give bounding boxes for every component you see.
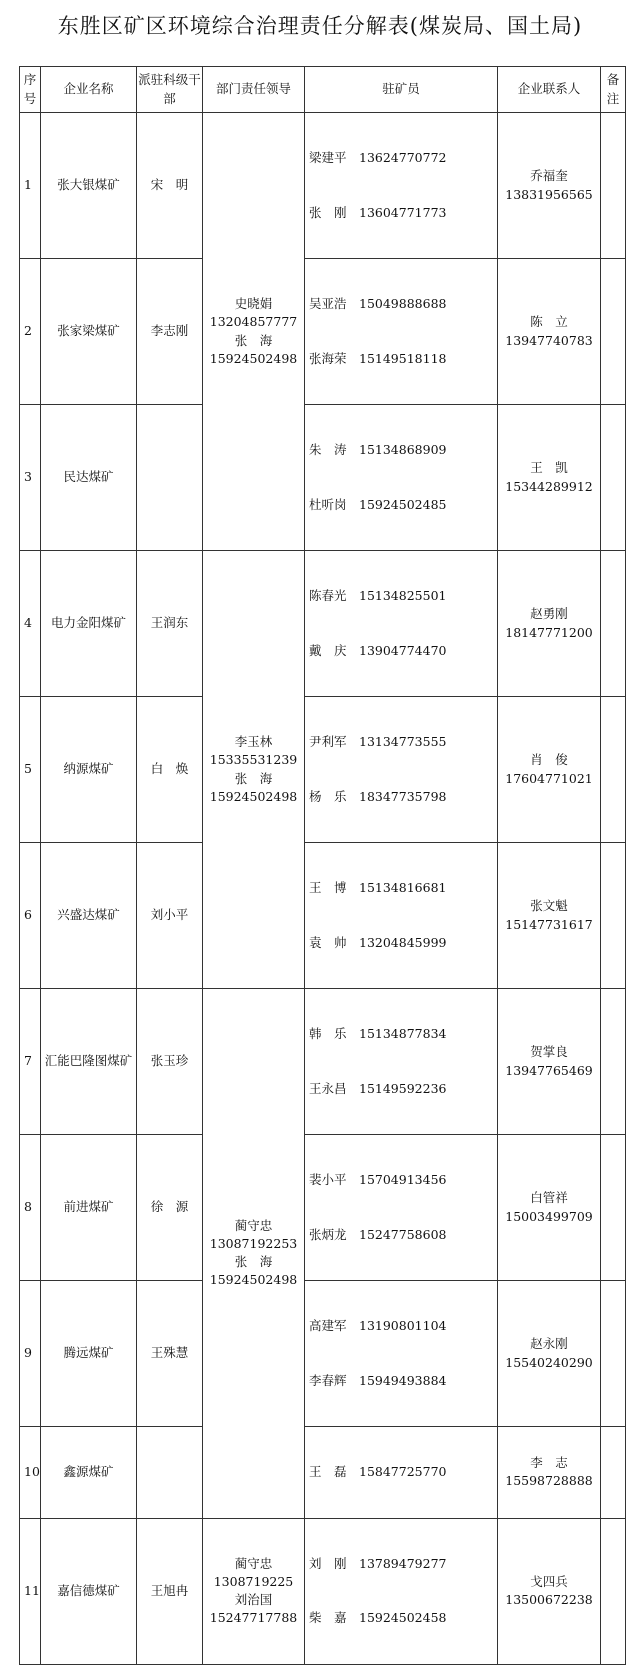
- table-row: [20, 989, 626, 1135]
- contact-name: 李 志: [530, 1455, 568, 1471]
- leader-line: 李玉林: [234, 734, 273, 750]
- contact-name: 陈 立: [530, 314, 568, 330]
- seq-cell: 8: [20, 1135, 41, 1281]
- seq-cell: 1: [20, 113, 41, 259]
- resident-line: 张海荣 15149518118: [309, 350, 447, 366]
- company-cell: 汇能巴隆图煤矿: [41, 989, 137, 1135]
- resident-line: 杜听岗 15924502485: [309, 496, 447, 512]
- table-row: [20, 1281, 626, 1427]
- company-cell: 前进煤矿: [41, 1135, 137, 1281]
- resident-cell: [305, 1135, 498, 1281]
- leader-line: 13204857777: [209, 314, 298, 330]
- resident-line: 李春辉 15949493884: [309, 1372, 447, 1388]
- note-cell: [601, 1427, 626, 1519]
- contact-phone: 15598728888: [505, 1473, 593, 1489]
- resident-cell: [305, 1427, 498, 1519]
- note-cell: [601, 113, 626, 259]
- contact-cell: [498, 1518, 601, 1664]
- contact-name: 赵勇刚: [530, 606, 568, 622]
- seq-cell: 5: [20, 697, 41, 843]
- resident-cell: [305, 989, 498, 1135]
- resident-line: 柴 嘉 15924502458: [309, 1610, 447, 1626]
- resident-cell: [305, 1518, 498, 1664]
- header-row: [20, 67, 626, 113]
- resident-cell: [305, 1281, 498, 1427]
- note-cell: [601, 405, 626, 551]
- contact-cell: [498, 551, 601, 697]
- company-cell: 嘉信德煤矿: [41, 1518, 137, 1664]
- contact-cell: [498, 697, 601, 843]
- seq-cell: 3: [20, 405, 41, 551]
- contact-cell: [498, 405, 601, 551]
- company-cell: 张大银煤矿: [41, 113, 137, 259]
- contact-phone: 18147771200: [505, 624, 593, 640]
- resident-line: 吴亚浩 15049888688: [309, 296, 447, 312]
- cadre-cell: 徐 源: [137, 1135, 203, 1281]
- company-cell: 民达煤矿: [41, 405, 137, 551]
- contact-cell: [498, 259, 601, 405]
- leader-line: 张 海: [234, 1254, 273, 1270]
- leader-line: 1308719225: [213, 1574, 294, 1589]
- contact-name: 贺掌良: [530, 1044, 568, 1060]
- resident-line: 戴 庆 13904774470: [309, 642, 447, 658]
- header-contact: 企业联系人: [498, 67, 601, 113]
- contact-phone: 13831956565: [505, 186, 593, 202]
- leader-cell: [203, 989, 305, 1519]
- contact-name: 肖 俊: [530, 752, 568, 768]
- company-cell: 纳源煤矿: [41, 697, 137, 843]
- header-resident: 驻矿员: [305, 67, 498, 113]
- contact-phone: 13947765469: [505, 1062, 593, 1078]
- leader-line: 蔺守忠: [234, 1555, 273, 1571]
- resident-line: 韩 乐 15134877834: [309, 1026, 447, 1042]
- table-row: [20, 405, 626, 551]
- contact-phone: 15003499709: [505, 1208, 593, 1224]
- resident-cell: [305, 551, 498, 697]
- leader-line: 15335531239: [209, 752, 298, 768]
- contact-name: 乔福奎: [530, 168, 568, 184]
- resident-line: 杨 乐 18347735798: [309, 788, 447, 804]
- note-cell: [601, 1281, 626, 1427]
- cadre-cell: 刘小平: [137, 843, 203, 989]
- note-cell: [601, 1135, 626, 1281]
- note-cell: [601, 843, 626, 989]
- leader-line: 刘治国: [234, 1592, 273, 1608]
- table-row: [20, 259, 626, 405]
- resident-cell: [305, 843, 498, 989]
- seq-cell: 11: [20, 1518, 41, 1664]
- note-cell: [601, 989, 626, 1135]
- leader-cell: [203, 113, 305, 551]
- resident-line: 张炳龙 15247758608: [309, 1226, 447, 1242]
- leader-line: 15924502498: [209, 788, 298, 804]
- company-cell: 张家梁煤矿: [41, 259, 137, 405]
- leader-line: 15924502498: [209, 1272, 298, 1288]
- contact-phone: 17604771021: [505, 770, 593, 786]
- cadre-cell: [137, 1427, 203, 1519]
- resident-line: 裴小平 15704913456: [309, 1172, 447, 1188]
- header-seq: 序号: [20, 67, 41, 113]
- resident-line: 袁 帅 13204845999: [309, 934, 447, 950]
- cadre-cell: 王旭冉: [137, 1518, 203, 1664]
- table-row: [20, 1135, 626, 1281]
- table-row: [20, 1518, 626, 1664]
- resident-cell: [305, 113, 498, 259]
- cadre-cell: 李志刚: [137, 259, 203, 405]
- cadre-cell: 宋 明: [137, 113, 203, 259]
- contact-cell: [498, 1135, 601, 1281]
- page-title: 东胜区矿区环境综合治理责任分解表(煤炭局、国土局): [57, 14, 583, 38]
- contact-phone: 15147731617: [505, 916, 593, 932]
- seq-cell: 7: [20, 989, 41, 1135]
- company-cell: 兴盛达煤矿: [41, 843, 137, 989]
- leader-cell: [203, 1518, 305, 1664]
- contact-name: 张文魁: [530, 898, 568, 914]
- note-cell: [601, 1518, 626, 1664]
- leader-line: 13087192253: [209, 1236, 298, 1252]
- contact-cell: [498, 989, 601, 1135]
- seq-cell: 6: [20, 843, 41, 989]
- contact-cell: [498, 843, 601, 989]
- resident-line: 梁建平 13624770772: [309, 150, 447, 166]
- table-row: [20, 697, 626, 843]
- leader-line: 张 海: [234, 770, 273, 786]
- resident-line: 王 博 15134816681: [309, 880, 447, 896]
- cadre-cell: [137, 405, 203, 551]
- leader-line: 15247717788: [209, 1610, 298, 1626]
- contact-cell: [498, 1281, 601, 1427]
- header-note: 备注: [601, 67, 626, 113]
- resident-line: 尹利军 13134773555: [309, 734, 447, 750]
- contact-name: 戈四兵: [530, 1574, 568, 1589]
- contact-name: 赵永刚: [530, 1336, 568, 1352]
- leader-cell: [203, 551, 305, 989]
- seq-cell: 4: [20, 551, 41, 697]
- table-row: [20, 843, 626, 989]
- resident-line: 张 刚 13604771773: [309, 204, 447, 220]
- resident-line: 朱 涛 15134868909: [309, 442, 447, 458]
- responsibility-table: [19, 66, 626, 1665]
- note-cell: [601, 697, 626, 843]
- leader-line: 史晓娟: [234, 296, 273, 312]
- contact-phone: 15344289912: [505, 478, 593, 494]
- resident-line: 王永昌 15149592236: [309, 1080, 447, 1096]
- contact-name: 王 凯: [530, 460, 568, 476]
- cadre-cell: 白 焕: [137, 697, 203, 843]
- table-row: [20, 1427, 626, 1519]
- cadre-cell: 王殊慧: [137, 1281, 203, 1427]
- leader-line: 15924502498: [209, 350, 298, 366]
- table-row: [20, 113, 626, 259]
- resident-line: 高建军 13190801104: [309, 1318, 447, 1334]
- company-cell: 腾远煤矿: [41, 1281, 137, 1427]
- leader-line: 蔺守忠: [234, 1218, 273, 1234]
- resident-cell: [305, 697, 498, 843]
- leader-line: 张 海: [234, 332, 273, 348]
- resident-line: 刘 刚 13789479277: [309, 1555, 447, 1571]
- company-cell: 鑫源煤矿: [41, 1427, 137, 1519]
- resident-cell: [305, 405, 498, 551]
- contact-name: 白管祥: [530, 1190, 568, 1206]
- contact-phone: 13500672238: [505, 1592, 593, 1608]
- resident-line: 王 磊 15847725770: [309, 1464, 447, 1480]
- company-cell: 电力金阳煤矿: [41, 551, 137, 697]
- seq-cell: 9: [20, 1281, 41, 1427]
- seq-cell: 10: [20, 1427, 41, 1519]
- note-cell: [601, 259, 626, 405]
- contact-phone: 13947740783: [505, 332, 593, 348]
- note-cell: [601, 551, 626, 697]
- header-company: 企业名称: [41, 67, 137, 113]
- cadre-cell: 王润东: [137, 551, 203, 697]
- resident-line: 陈春光 15134825501: [309, 588, 447, 604]
- cadre-cell: 张玉珍: [137, 989, 203, 1135]
- header-cadre: 派驻科级干部: [137, 67, 203, 113]
- header-leader: 部门责任领导: [203, 67, 305, 113]
- seq-cell: 2: [20, 259, 41, 405]
- contact-cell: [498, 113, 601, 259]
- contact-cell: [498, 1427, 601, 1519]
- table-row: [20, 551, 626, 697]
- resident-cell: [305, 259, 498, 405]
- contact-phone: 15540240290: [505, 1354, 593, 1370]
